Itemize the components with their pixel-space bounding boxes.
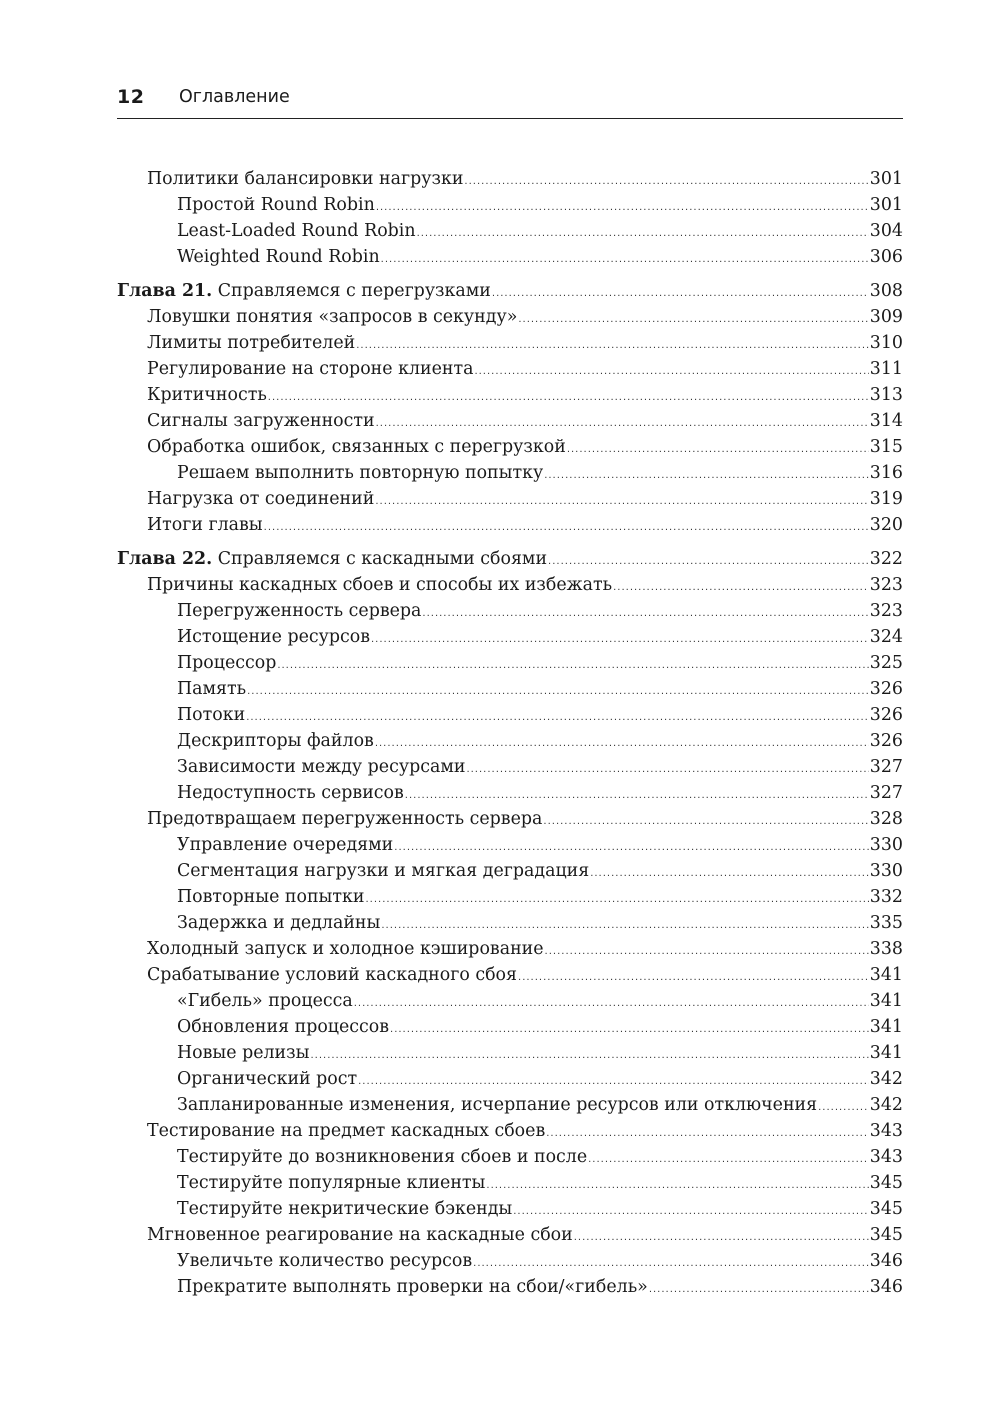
toc-page-number: 313	[869, 385, 903, 405]
toc-entry-title	[177, 702, 245, 728]
toc-entry	[117, 702, 903, 728]
toc-entry	[117, 598, 903, 624]
toc-page-number: 346	[869, 1277, 903, 1297]
toc-entry	[117, 1248, 903, 1274]
toc-entry-title	[147, 512, 263, 538]
entry-text: Недоступность сервисов	[177, 783, 404, 803]
toc-entry-title	[177, 1248, 472, 1274]
toc-entry-title	[177, 910, 380, 936]
toc-page-number: 311	[869, 359, 903, 379]
toc-page-number: 332	[869, 887, 903, 907]
toc-entry	[117, 1014, 903, 1040]
toc-page-number: 314	[869, 411, 903, 431]
entry-text: Органический рост	[177, 1069, 358, 1089]
toc-page-number: 324	[869, 627, 903, 647]
toc-entry	[117, 832, 903, 858]
dot-leader	[543, 809, 868, 835]
toc-entry-title	[177, 1014, 389, 1040]
toc-entry-title	[177, 244, 380, 270]
toc-page-number: 315	[869, 437, 903, 457]
toc-entry	[117, 460, 903, 486]
chapter-number: Глава 22.	[117, 549, 213, 569]
entry-text: «Гибель» процесса	[177, 991, 353, 1011]
entry-text: Повторные попытки	[177, 887, 365, 907]
dot-leader	[365, 887, 868, 913]
toc-entry	[117, 244, 903, 270]
entry-text: Тестируйте до возникновения сбоев и после	[177, 1147, 588, 1167]
toc-entry-title	[177, 650, 276, 676]
entry-text: Справляемся с каскадными сбоями	[212, 549, 548, 569]
entry-text: Weighted Round Robin	[177, 247, 380, 267]
toc-entry-title	[177, 1092, 817, 1118]
toc-page-number: 341	[869, 965, 903, 985]
toc-page-number: 342	[869, 1095, 903, 1115]
entry-text: Итоги главы	[147, 515, 263, 535]
dot-leader	[417, 221, 869, 247]
entry-text: Задержка и дедлайны	[177, 913, 381, 933]
entry-text: Срабатывание условий каскадного сбоя	[147, 965, 518, 985]
toc-entry-title	[147, 330, 355, 356]
toc-entry	[117, 1040, 903, 1066]
toc-page-number: 326	[869, 731, 903, 751]
toc-entry-title	[147, 434, 566, 460]
toc-entry	[117, 676, 903, 702]
toc-page-number: 335	[869, 913, 903, 933]
toc-entry	[117, 962, 903, 988]
toc-entry	[117, 486, 903, 512]
dot-leader	[574, 1225, 869, 1251]
toc-page-number: 310	[869, 333, 903, 353]
toc-entry	[117, 382, 903, 408]
dot-leader	[375, 489, 868, 515]
toc-page-number: 330	[869, 835, 903, 855]
entry-text: Процессор	[177, 653, 277, 673]
toc-entry-title	[177, 858, 589, 884]
toc-page-number: 301	[869, 169, 903, 189]
toc-entry-title	[147, 962, 517, 988]
toc-page-number: 338	[869, 939, 903, 959]
entry-text: Холодный запуск и холодное кэширование	[147, 939, 544, 959]
toc-entry-title	[177, 460, 543, 486]
toc-entry	[117, 408, 903, 434]
table-of-contents	[117, 166, 903, 1300]
toc-entry	[117, 754, 903, 780]
toc-page-number: 301	[869, 195, 903, 215]
toc-entry	[117, 728, 903, 754]
toc-page-number: 343	[869, 1121, 903, 1141]
dot-leader	[464, 169, 868, 195]
toc-entry-title	[177, 1040, 309, 1066]
toc-entry-title	[117, 278, 491, 304]
page-number: 12	[117, 86, 145, 108]
entry-text: Память	[177, 679, 247, 699]
toc-page-number: 327	[869, 783, 903, 803]
entry-text: Причины каскадных сбоев и способы их избежать	[147, 575, 613, 595]
dot-leader	[590, 861, 869, 887]
entry-text: Least-Loaded Round Robin	[177, 221, 416, 241]
toc-entry	[117, 1274, 903, 1300]
dot-leader	[492, 281, 869, 307]
dot-leader	[518, 965, 869, 991]
dot-leader	[818, 1095, 869, 1121]
toc-entry	[117, 512, 903, 538]
entry-text: Дескрипторы файлов	[177, 731, 374, 751]
toc-page-number: 322	[869, 549, 903, 569]
dot-leader	[310, 1043, 868, 1069]
entry-text: Обновления процессов	[177, 1017, 390, 1037]
dot-leader	[371, 627, 869, 653]
toc-page-number: 323	[869, 601, 903, 621]
toc-entry	[117, 1092, 903, 1118]
toc-page-number: 319	[869, 489, 903, 509]
toc-entry-title	[177, 624, 370, 650]
entry-text: Перегруженность сервера	[177, 601, 422, 621]
toc-entry-title	[177, 1066, 357, 1092]
toc-entry	[117, 434, 903, 460]
toc-entry	[117, 624, 903, 650]
toc-entry	[117, 988, 903, 1014]
toc-entry-title	[177, 1196, 512, 1222]
toc-entry-title	[177, 988, 353, 1014]
toc-page-number: 345	[869, 1199, 903, 1219]
toc-entry	[117, 806, 903, 832]
dot-leader	[546, 1121, 869, 1147]
toc-entry	[117, 1066, 903, 1092]
toc-entry-title	[147, 1222, 573, 1248]
toc-entry	[117, 650, 903, 676]
dot-leader	[588, 1147, 869, 1173]
entry-text: Политики балансировки нагрузки	[147, 169, 464, 189]
toc-entry-title	[177, 1274, 648, 1300]
dot-leader	[376, 195, 869, 221]
toc-entry-title	[177, 192, 375, 218]
dot-leader	[381, 247, 869, 273]
toc-entry	[117, 1144, 903, 1170]
toc-entry	[117, 1196, 903, 1222]
toc-page-number: 328	[869, 809, 903, 829]
toc-page-number: 342	[869, 1069, 903, 1089]
toc-page-number: 306	[869, 247, 903, 267]
entry-text: Справляемся с перегрузками	[212, 281, 491, 301]
toc-entry-title	[147, 408, 375, 434]
entry-text: Простой Round Robin	[177, 195, 375, 215]
toc-entry	[117, 1170, 903, 1196]
dot-leader	[354, 991, 869, 1017]
toc-entry-title	[117, 546, 547, 572]
dot-leader	[649, 1277, 869, 1303]
entry-text: Запланированные изменения, исчерпание ресурсов или отключения	[177, 1095, 818, 1115]
dot-leader	[486, 1173, 868, 1199]
toc-page-number: 345	[869, 1173, 903, 1193]
toc-entry-title	[147, 936, 544, 962]
dot-leader	[247, 679, 869, 705]
toc-page-number: 308	[869, 281, 903, 301]
dot-leader	[567, 437, 869, 463]
toc-entry-title	[177, 884, 364, 910]
entry-text: Решаем выполнить повторную попытку	[177, 463, 544, 483]
toc-page-number: 316	[869, 463, 903, 483]
toc-entry-title	[177, 780, 404, 806]
toc-entry-title	[177, 676, 246, 702]
entry-text: Лимиты потребителей	[147, 333, 356, 353]
toc-page-number: 304	[869, 221, 903, 241]
toc-entry-title	[177, 218, 416, 244]
entry-text: Регулирование на стороне клиента	[147, 359, 474, 379]
toc-entry	[117, 218, 903, 244]
toc-entry-title	[147, 166, 463, 192]
toc-page-number: 323	[869, 575, 903, 595]
entry-text: Сегментация нагрузки и мягкая деградация	[177, 861, 590, 881]
toc-entry-title	[177, 598, 421, 624]
toc-entry-title	[177, 1144, 587, 1170]
toc-entry	[117, 858, 903, 884]
toc-page-number: 341	[869, 991, 903, 1011]
toc-chapter-entry	[117, 546, 903, 572]
toc-entry	[117, 884, 903, 910]
dot-leader	[544, 463, 869, 489]
toc-page-number: 341	[869, 1017, 903, 1037]
toc-entry	[117, 1222, 903, 1248]
entry-text: Истощение ресурсов	[177, 627, 370, 647]
dot-leader	[545, 939, 869, 965]
toc-chapter-entry	[117, 278, 903, 304]
toc-entry-title	[177, 754, 465, 780]
entry-text: Зависимости между ресурсами	[177, 757, 466, 777]
entry-text: Тестируйте некритические бэкенды	[177, 1199, 513, 1219]
toc-page-number: 343	[869, 1147, 903, 1167]
toc-entry	[117, 304, 903, 330]
toc-entry-title	[147, 486, 374, 512]
entry-text: Тестирование на предмет каскадных сбоев	[147, 1121, 546, 1141]
toc-page-number: 326	[869, 705, 903, 725]
toc-entry	[117, 572, 903, 598]
entry-text: Новые релизы	[177, 1043, 310, 1063]
toc-page-number: 330	[869, 861, 903, 881]
dot-leader	[466, 757, 868, 783]
toc-entry-title	[147, 806, 542, 832]
dot-leader	[390, 1017, 869, 1043]
entry-text: Обработка ошибок, связанных с перегрузкой	[147, 437, 566, 457]
entry-text: Тестируйте популярные клиенты	[177, 1173, 486, 1193]
dot-leader	[613, 575, 869, 601]
toc-entry	[117, 1118, 903, 1144]
running-header	[117, 84, 903, 119]
toc-entry-title	[147, 382, 267, 408]
entry-text: Увеличьте количество ресурсов	[177, 1251, 473, 1271]
entry-text: Управление очередями	[177, 835, 394, 855]
entry-text: Прекратите выполнять проверки на сбои/«гибель»	[177, 1277, 648, 1297]
toc-entry-title	[147, 356, 473, 382]
dot-leader	[518, 307, 868, 333]
toc-page-number: 325	[869, 653, 903, 673]
toc-entry	[117, 936, 903, 962]
toc-page-number: 346	[869, 1251, 903, 1271]
entry-text: Нагрузка от соединений	[147, 489, 375, 509]
toc-entry	[117, 192, 903, 218]
chapter-number: Глава 21.	[117, 281, 213, 301]
toc-page-number: 326	[869, 679, 903, 699]
toc-entry-title	[177, 832, 393, 858]
dot-leader	[264, 515, 869, 541]
entry-text: Мгновенное реагирование на каскадные сбои	[147, 1225, 573, 1245]
entry-text: Ловушки понятия «запросов в секунду»	[147, 307, 518, 327]
entry-text: Потоки	[177, 705, 246, 725]
entry-text: Сигналы загруженности	[147, 411, 375, 431]
toc-page-number: 345	[869, 1225, 903, 1245]
toc-page-number: 341	[869, 1043, 903, 1063]
toc-entry	[117, 780, 903, 806]
toc-page-number: 327	[869, 757, 903, 777]
toc-entry-title	[177, 728, 374, 754]
toc-entry	[117, 330, 903, 356]
toc-entry	[117, 356, 903, 382]
dot-leader	[422, 601, 868, 627]
toc-page-number: 309	[869, 307, 903, 327]
entry-text: Предотвращаем перегруженность сервера	[147, 809, 543, 829]
running-title: Оглавление	[179, 87, 290, 107]
toc-entry	[117, 166, 903, 192]
entry-text: Критичность	[147, 385, 267, 405]
dot-leader	[277, 653, 868, 679]
toc-entry	[117, 910, 903, 936]
dot-leader	[474, 359, 868, 385]
toc-entry-title	[147, 572, 612, 598]
toc-page-number: 320	[869, 515, 903, 535]
toc-entry-title	[147, 1118, 545, 1144]
toc-entry-title	[177, 1170, 485, 1196]
toc-entry-title	[147, 304, 517, 330]
